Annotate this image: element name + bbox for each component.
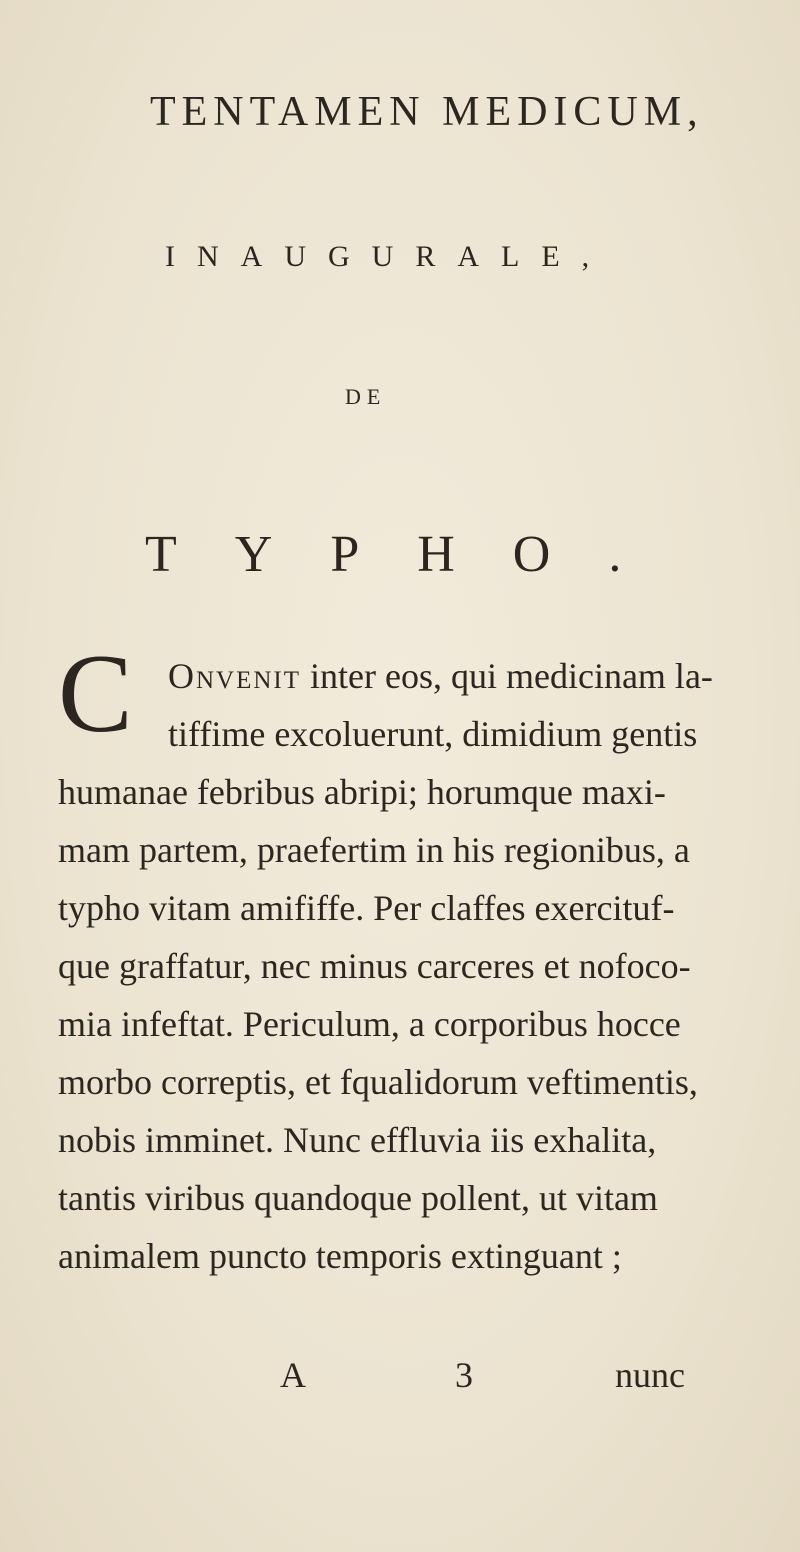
page-number: 3 xyxy=(455,1355,473,1395)
title-line-2: INAUGURALE, xyxy=(165,240,612,273)
title-line-3: DE xyxy=(345,384,387,409)
title-line-4: TYPHO. xyxy=(145,526,680,583)
body-line-7: mia infeftat. Periculum, a corporibus hocce xyxy=(58,1004,681,1044)
body-line-8: morbo correptis, et fqualidorum veftimentis, xyxy=(58,1062,698,1102)
body-line-1 xyxy=(168,655,713,697)
title-line-1: TENTAMEN MEDICUM, xyxy=(150,89,704,135)
drop-cap: C xyxy=(58,632,133,756)
body-line-6: que graffatur, nec minus carceres et nofoco- xyxy=(58,946,691,986)
signature-mark: A xyxy=(280,1355,306,1395)
body-line-3: humanae febribus abripi; horumque maxi- xyxy=(58,772,666,812)
body-line-4: mam partem, praefertim in his regionibus, a xyxy=(58,830,690,870)
body-line-9: nobis imminet. Nunc effluvia iis exhalita, xyxy=(58,1120,657,1160)
catchword: nunc xyxy=(615,1355,685,1395)
first-word: Onvenit xyxy=(168,656,302,696)
body-line-2: tiffime excoluerunt, dimidium gentis xyxy=(168,714,698,754)
body-line-5: typho vitam amififfe. Per claffes exercituf- xyxy=(58,888,675,928)
body-line-10: tantis viribus quandoque pollent, ut vitam xyxy=(58,1178,658,1218)
body-line-1-rest: inter eos, qui medicinam la- xyxy=(301,656,713,696)
body-line-11: animalem puncto temporis extinguant ; xyxy=(58,1236,622,1276)
